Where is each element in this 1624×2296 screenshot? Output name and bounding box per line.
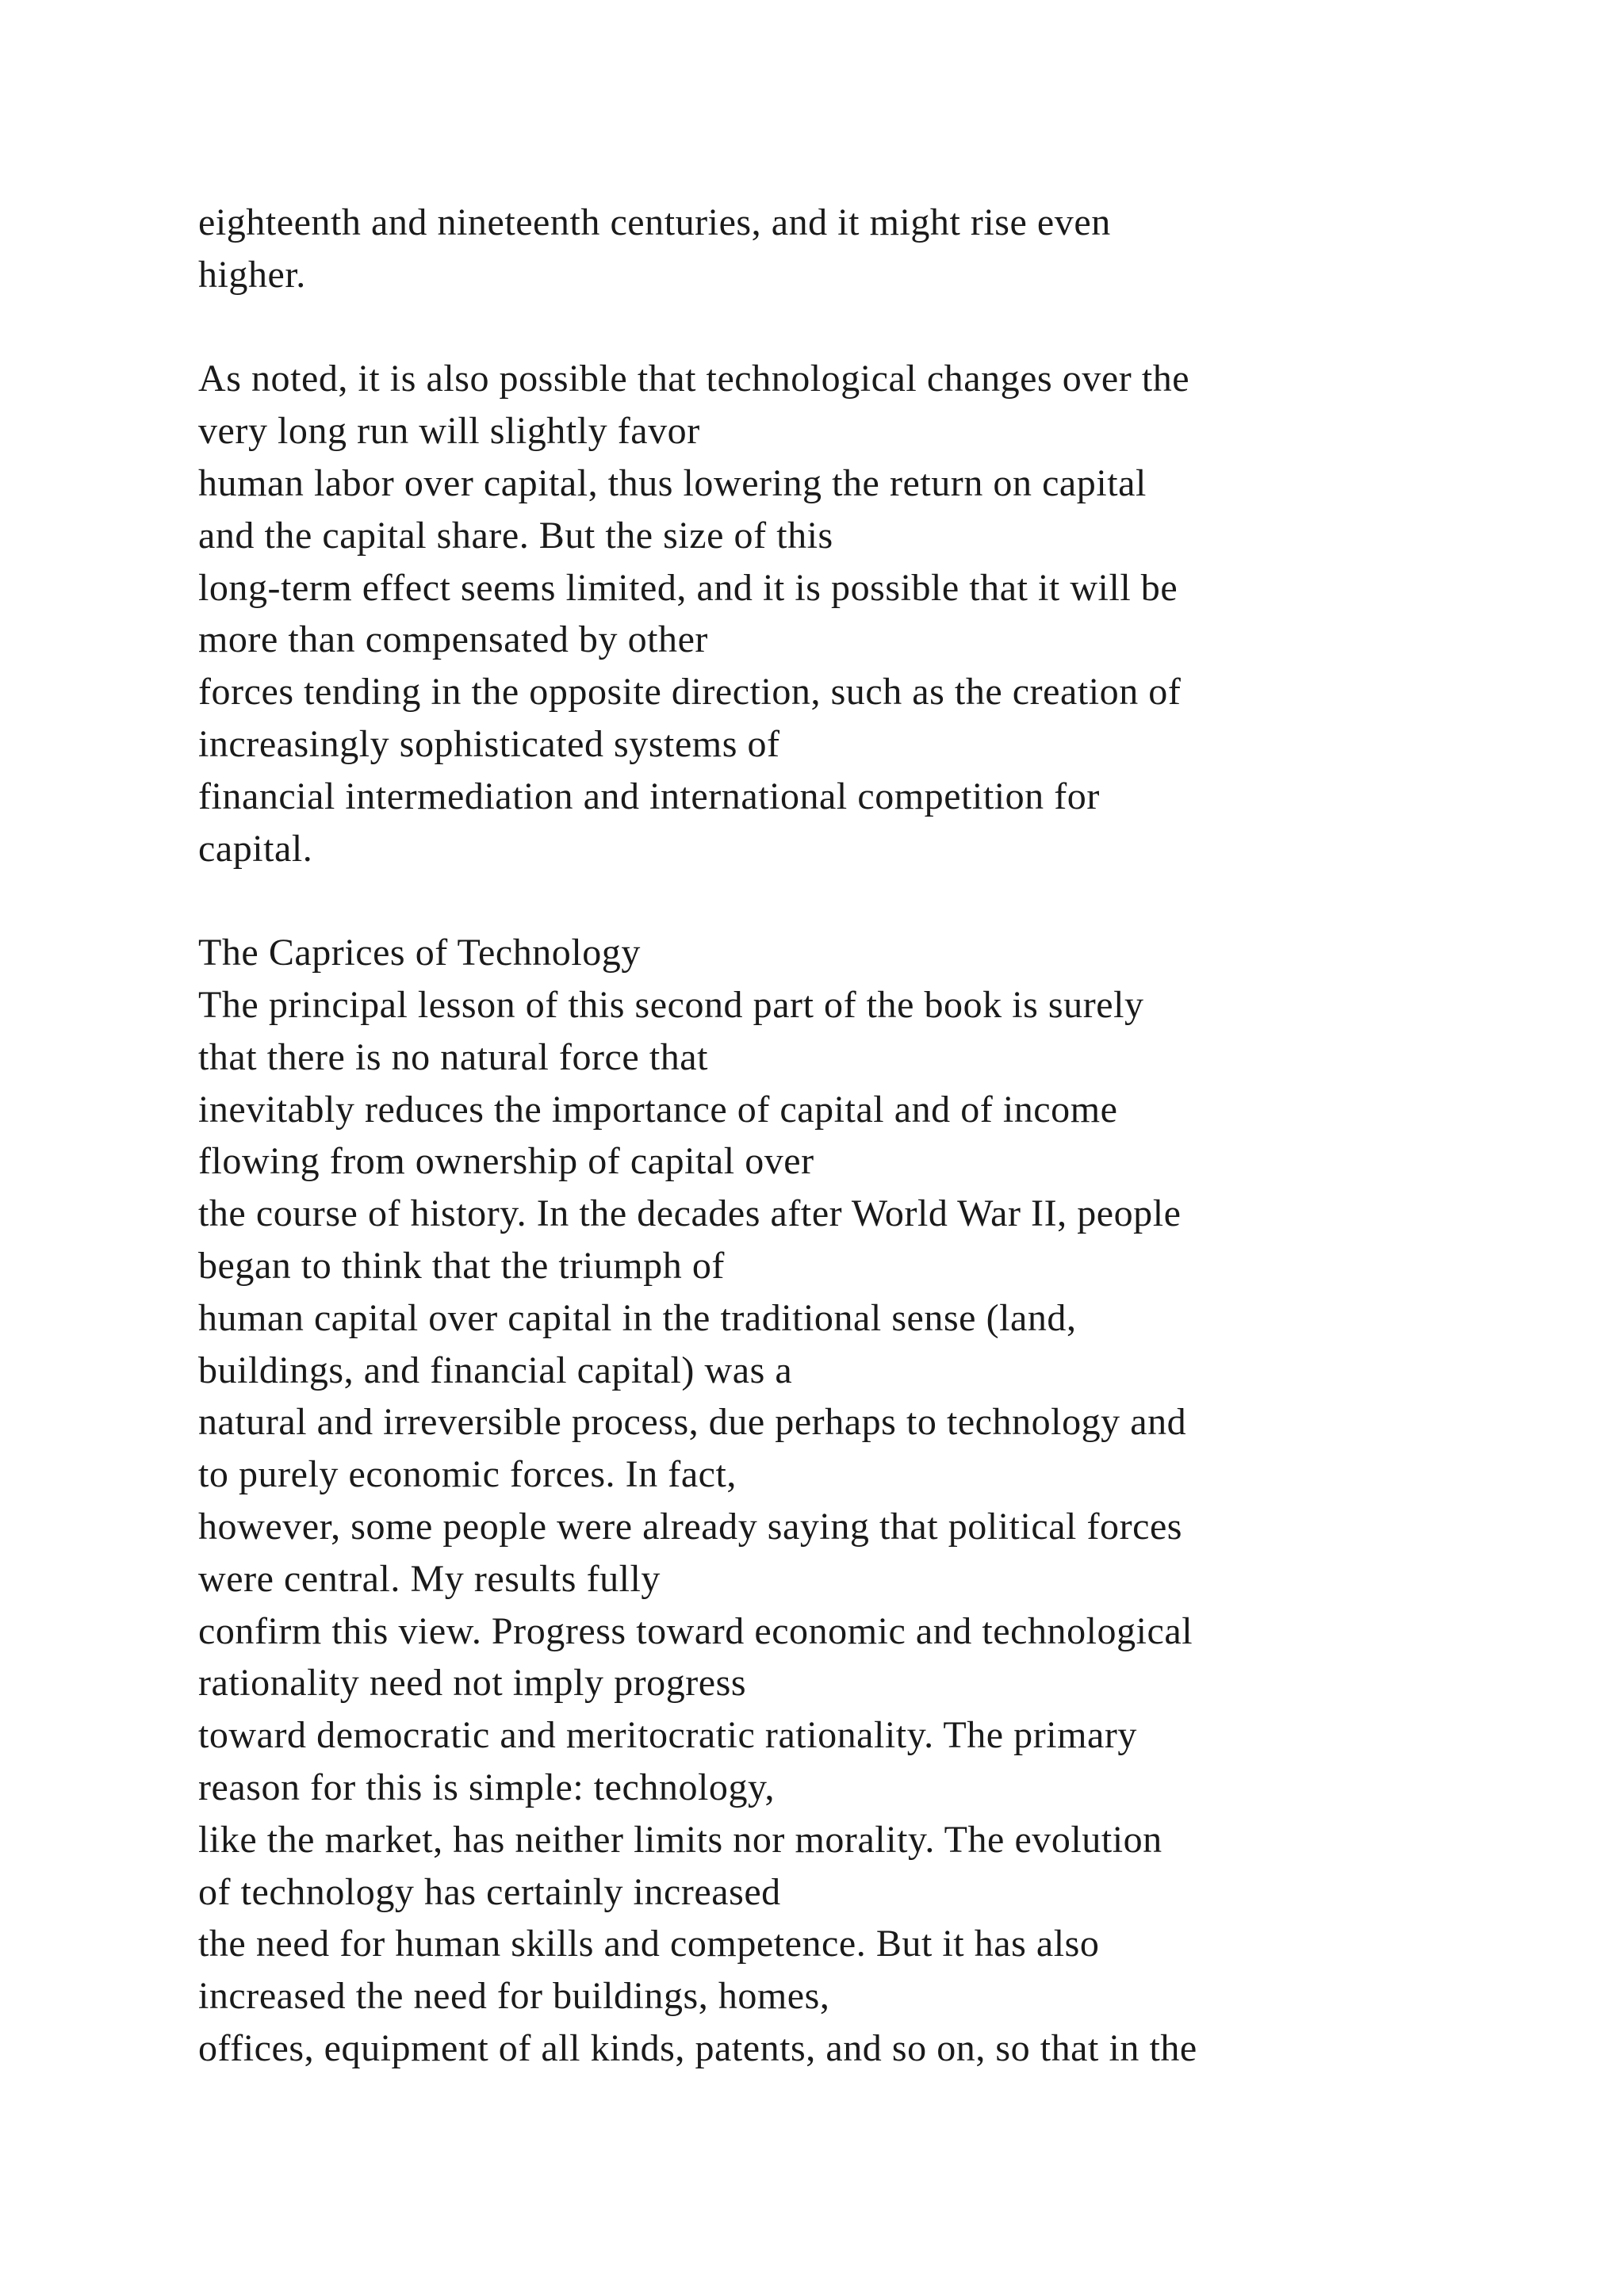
text-line: long-term effect seems limited, and it is possible that it will be [198, 566, 1178, 609]
text-line: forces tending in the opposite direction, such as the creation of [198, 671, 1182, 714]
text-line: confirm this view. Progress toward economic and technological [198, 1609, 1193, 1652]
text-line: financial intermediation and international competition for [198, 775, 1100, 817]
text-line: increased the need for buildings, homes, [198, 1975, 830, 2018]
section-heading: The Caprices of Technology [198, 932, 641, 974]
text-line: flowing from ownership of capital over [198, 1140, 814, 1183]
text-line: As noted, it is also possible that technological changes over the [198, 358, 1190, 400]
text-line: of technology has certainly increased [198, 1870, 781, 1913]
text-line: inevitably reduces the importance of capital and of income [198, 1088, 1118, 1131]
text-line: increasingly sophisticated systems of [198, 722, 780, 765]
text-line: The principal lesson of this second part of the book is surely [198, 983, 1144, 1026]
text-line: to purely economic forces. In fact, [198, 1453, 737, 1496]
text-line: toward democratic and meritocratic rationality. The primary [198, 1714, 1137, 1757]
text-line: reason for this is simple: technology, [198, 1766, 776, 1808]
text-line: natural and irreversible process, due perhaps to technology and [198, 1401, 1187, 1444]
section [198, 927, 1594, 2075]
paragraph-break [198, 874, 1594, 927]
text-line: however, some people were already saying that political forces [198, 1505, 1183, 1548]
text-line: more than compensated by other [198, 618, 708, 661]
text-line: higher. [198, 253, 306, 296]
body-text [198, 197, 1594, 2075]
text-line: eighteenth and nineteenth centuries, and it might rise even [198, 201, 1111, 243]
text-line: the need for human skills and competence. But it has also [198, 1923, 1100, 1965]
paragraph-break [198, 301, 1594, 354]
text-line: capital. [198, 827, 313, 870]
paragraph [198, 353, 1594, 874]
text-line: very long run will slightly favor [198, 410, 700, 453]
text-line: buildings, and financial capital) was a [198, 1349, 793, 1391]
text-line: the course of history. In the decades after World War II, people [198, 1192, 1182, 1235]
text-line: human labor over capital, thus lowering the return on capital [198, 461, 1147, 504]
paragraph [198, 197, 1594, 301]
text-line: offices, equipment of all kinds, patents, and so on, so that in the [198, 2026, 1197, 2069]
text-line: and the capital share. But the size of this [198, 514, 833, 557]
text-line: human capital over capital in the traditional sense (land, [198, 1296, 1077, 1339]
text-line: rationality need not imply progress [198, 1662, 747, 1705]
text-line: were central. My results fully [198, 1557, 661, 1600]
text-line: like the market, has neither limits nor morality. The evolution [198, 1818, 1162, 1861]
text-line: that there is no natural force that [198, 1035, 708, 1078]
text-line: began to think that the triumph of [198, 1244, 725, 1287]
